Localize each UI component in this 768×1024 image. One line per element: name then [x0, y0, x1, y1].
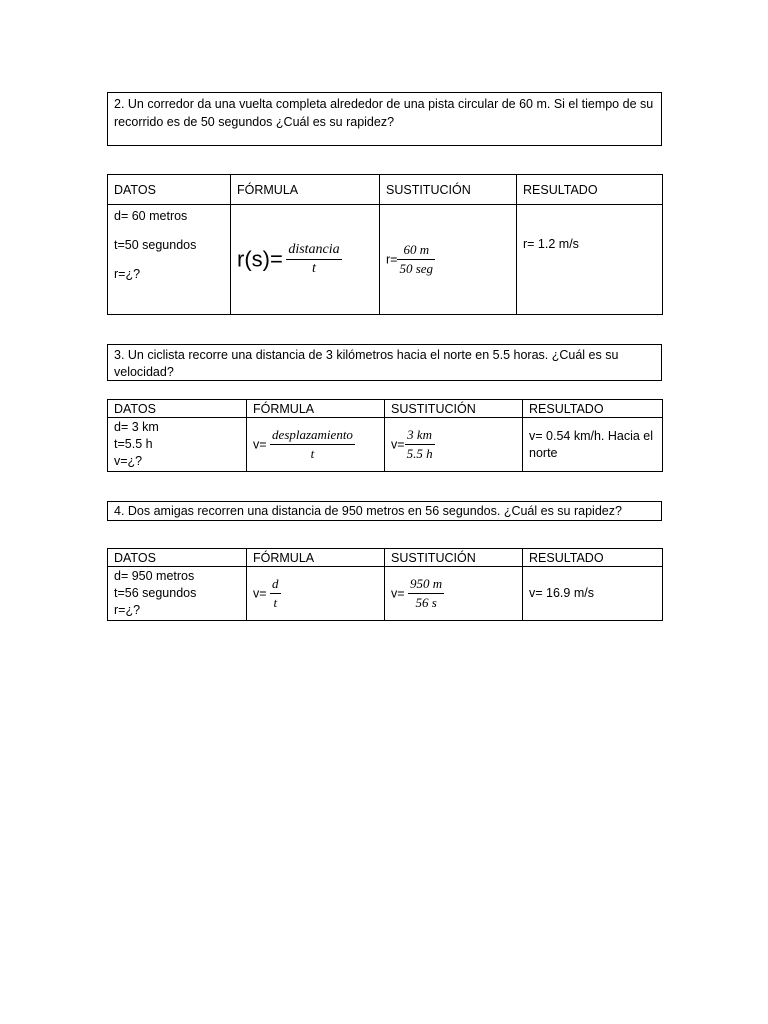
datos-unknown: v=¿?	[114, 454, 143, 468]
sustitucion-prefix: v=	[391, 586, 405, 601]
question-3-text: 3. Un ciclista recorre una distancia de 3 kilómetros hacia el norte en 5.5 horas. ¿Cuál es su velocidad?	[114, 348, 619, 379]
header-datos: DATOS	[108, 549, 247, 567]
header-resultado: RESULTADO	[517, 175, 663, 205]
formula-denominator: t	[273, 595, 278, 610]
table-header-row	[108, 400, 663, 418]
question-2-box	[107, 92, 662, 146]
header-formula: FÓRMULA	[247, 549, 385, 567]
question-4-text: 4. Dos amigas recorren una distancia de 950 metros en 56 segundos. ¿Cuál es su rapidez?	[114, 504, 622, 518]
sustitucion-cell	[380, 205, 517, 315]
table-header-row	[108, 175, 663, 205]
resultado-cell	[523, 418, 663, 472]
datos-distance: d= 3 km	[114, 420, 159, 434]
sustitucion-fraction	[405, 427, 435, 462]
header-sustitucion: SUSTITUCIÓN	[385, 400, 523, 418]
question-2-text: 2. Un corredor da una vuelta completa alrededor de una pista circular de 60 m. Si el tiempo de su recorrido es de 50 segundos ¿Cuál es su rapidez?	[114, 97, 654, 129]
resultado-value: v= 0.54 km/h. Hacia el norte	[529, 428, 654, 460]
question-3-table	[107, 399, 663, 472]
sustitucion-fraction	[397, 242, 435, 277]
formula-fraction	[270, 427, 355, 462]
sustitucion-denominator: 56 s	[415, 595, 437, 610]
formula-denominator: t	[312, 261, 316, 276]
header-datos: DATOS	[108, 175, 231, 205]
resultado-cell	[517, 205, 663, 315]
formula-fraction	[270, 576, 281, 611]
header-datos: DATOS	[108, 400, 247, 418]
table-row	[108, 567, 663, 621]
formula-prefix: r(s)=	[237, 246, 283, 272]
header-sustitucion: SUSTITUCIÓN	[385, 549, 523, 567]
sustitucion-cell	[385, 567, 523, 621]
question-4-table	[107, 548, 663, 621]
sustitucion-cell	[385, 418, 523, 472]
sustitucion-denominator: 5.5 h	[406, 446, 433, 461]
sustitucion-denominator: 50 seg	[399, 261, 434, 276]
datos-unknown: r=¿?	[114, 603, 141, 617]
sustitucion-prefix: v=	[391, 437, 405, 452]
resultado-cell	[523, 567, 663, 621]
question-2-table	[107, 174, 663, 315]
datos-distance: d= 950 metros	[114, 569, 195, 583]
header-resultado: RESULTADO	[523, 400, 663, 418]
table-row	[108, 205, 663, 315]
datos-cell	[108, 205, 231, 315]
resultado-value: r= 1.2 m/s	[523, 237, 579, 251]
resultado-value: v= 16.9 m/s	[529, 586, 594, 600]
formula-cell	[231, 205, 380, 315]
datos-time: t=5.5 h	[114, 437, 153, 451]
question-4-box	[107, 501, 662, 521]
formula-cell	[247, 567, 385, 621]
table-header-row	[108, 549, 663, 567]
sustitucion-prefix: r=	[386, 252, 398, 267]
question-3-box	[107, 344, 662, 381]
header-resultado: RESULTADO	[523, 549, 663, 567]
formula-fraction	[286, 242, 341, 277]
sustitucion-fraction	[408, 576, 444, 611]
sustitucion-numerator: 3 km	[405, 427, 435, 445]
formula-cell	[247, 418, 385, 472]
datos-unknown: r=¿?	[114, 267, 141, 281]
header-formula: FÓRMULA	[231, 175, 380, 205]
formula-denominator: t	[310, 446, 315, 461]
sustitucion-numerator: 950 m	[408, 576, 444, 594]
sustitucion-numerator: 60 m	[397, 242, 435, 260]
datos-cell	[108, 567, 247, 621]
datos-time: t=50 segundos	[114, 238, 197, 252]
formula-numerator: distancia	[286, 242, 341, 260]
formula-numerator: desplazamiento	[270, 427, 355, 445]
datos-distance: d= 60 metros	[114, 209, 188, 223]
datos-time: t=56 segundos	[114, 586, 197, 600]
datos-cell	[108, 418, 247, 472]
header-formula: FÓRMULA	[247, 400, 385, 418]
formula-prefix: v=	[253, 437, 267, 452]
table-row	[108, 418, 663, 472]
header-sustitucion: SUSTITUCIÓN	[380, 175, 517, 205]
formula-prefix: v=	[253, 586, 267, 601]
formula-numerator: d	[270, 576, 281, 594]
